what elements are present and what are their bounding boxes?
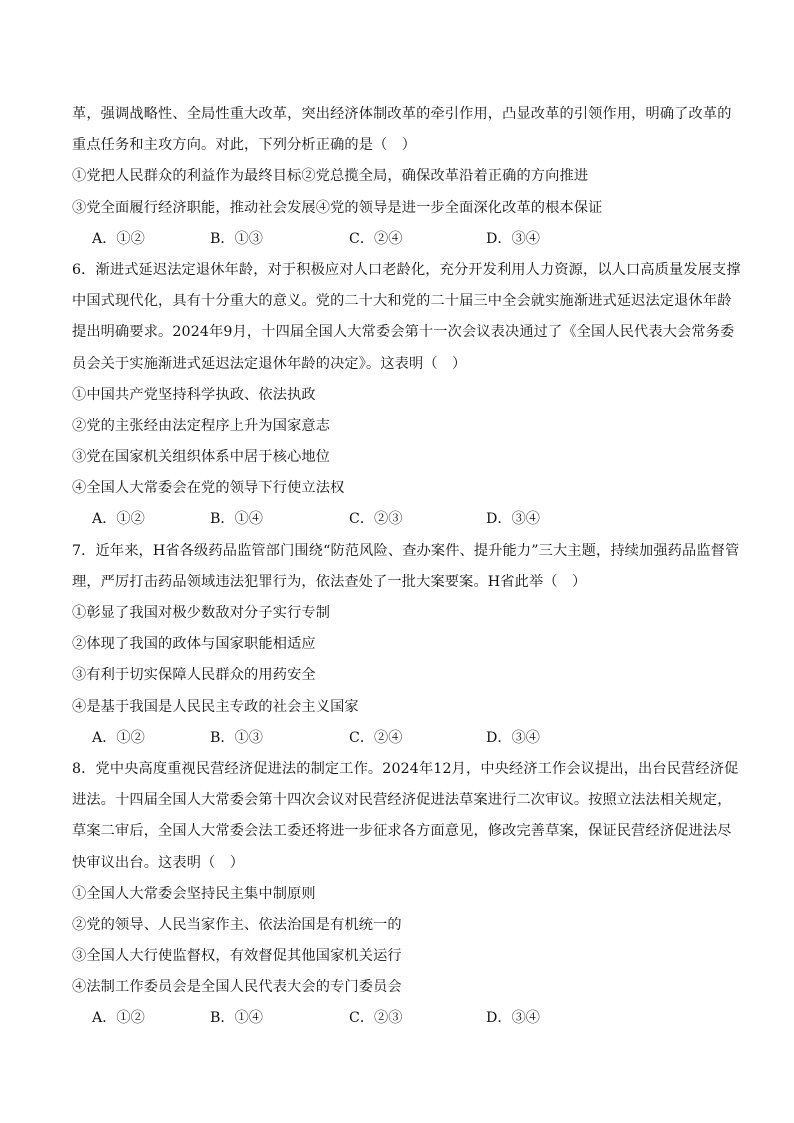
statement-line: ④是基于我国是人民民主专政的社会主义国家 [72, 698, 359, 715]
statement-line: ①党把人民群众的利益作为最终目标②党总揽全局，确保改革沿着正确的方向推进 [72, 168, 589, 185]
statement-line: ①全国人大常委会坚持民主集中制原则 [72, 885, 316, 902]
question-6 [72, 255, 741, 536]
question-text-line: 6．渐进式延迟法定退休年龄，对于积极应对人口老龄化，充分开发利用人力资源，以人口高质量发展支撑 [72, 261, 741, 278]
statement-line: ①彰显了我国对极少数敌对分子实行专制 [72, 605, 331, 621]
question-text-line: 7．近年来，H省各级药品监管部门围绕“防范风险、查办案件、提升能力”三大主题，持续加强药品监督管 [72, 542, 740, 559]
option-c: C．②④ [349, 230, 403, 247]
answer-options [72, 224, 724, 255]
statement-line: ①中国共产党坚持科学执政、依法执政 [72, 386, 316, 403]
statement-line: ④法制工作委员会是全国人民代表大会的专门委员会 [72, 979, 402, 996]
option-c: C．②③ [349, 1010, 403, 1027]
question-5-continued [72, 99, 732, 255]
statement-line: ④全国人大常委会在党的领导下行使立法权 [72, 480, 345, 497]
option-b: B．①④ [210, 1010, 263, 1027]
question-text-line: 提出明确要求。2024年9月，十四届全国人大常委会第十一次会议表决通过了《全国人民代表大会常务委 [72, 324, 735, 341]
statement-line: ③党在国家机关组织体系中居于核心地位 [72, 449, 331, 466]
question-text-line: 理，严厉打击药品领域违法犯罪行为，依法查处了一批大案要案。H省此举（ ） [72, 573, 587, 590]
question-text-line: 中国式现代化，具有十分重大的意义。党的二十大和党的二十届三中全会就实施渐进式延迟法定退休年龄 [72, 293, 732, 310]
statement-line: ③党全面履行经济职能，推动社会发展④党的领导是进一步全面深化改革的根本保证 [72, 199, 603, 216]
option-d: D．③④ [486, 729, 540, 746]
option-a: A．①② [92, 511, 145, 528]
question-text-line: 8．党中央高度重视民营经济促进法的制定工作。2024年12月，中央经济工作会议提出，出台民营经济促 [72, 760, 739, 777]
exam-page [72, 99, 741, 1035]
statement-line: ③全国人大行使监督权，有效督促其他国家机关运行 [72, 948, 402, 965]
question-text-line: 进法。十四届全国人大常委会第十四次会议对民营经济促进法草案进行二次审议。按照立法法相关规定， [72, 792, 732, 809]
option-d: D．③④ [486, 511, 540, 528]
statement-line: ②体现了我国的政体与国家职能相适应 [72, 636, 316, 653]
question-7 [72, 536, 740, 754]
option-c: C．②④ [349, 729, 403, 746]
option-d: D．③④ [486, 1010, 540, 1027]
statement-line: ②党的领导、人民当家作主、依法治国是有机统一的 [72, 916, 402, 933]
question-text-line: 草案二审后，全国人大常委会法工委还将进一步征求各方面意见，修改完善草案，保证民营经济促进法尽 [72, 823, 732, 840]
option-a: A．①② [92, 1010, 145, 1027]
question-text-line: 革，强调战略性、全局性重大改革，突出经济体制改革的牵引作用，凸显改革的引领作用，明确了改革的 [72, 106, 732, 122]
question-8 [72, 754, 739, 1035]
option-c: C．②③ [349, 511, 403, 528]
option-a: A．①② [92, 729, 145, 746]
option-b: B．①④ [210, 511, 263, 528]
answer-options [72, 504, 724, 535]
question-text-line: 员会关于实施渐进式延迟法定退休年龄的决定》。这表明（ ） [72, 355, 467, 372]
answer-options [72, 723, 724, 754]
option-b: B．①③ [210, 729, 263, 746]
question-text-line: 重点任务和主攻方向。对此，下列分析正确的是（ ） [72, 137, 417, 154]
option-a: A．①② [92, 230, 145, 247]
statement-line: ②党的主张经由法定程序上升为国家意志 [72, 417, 331, 434]
option-d: D．③④ [486, 230, 540, 247]
option-b: B．①③ [210, 230, 263, 247]
question-text-line: 快审议出台。这表明（ ） [72, 854, 245, 871]
answer-options [72, 1003, 724, 1034]
statement-line: ③有利于切实保障人民群众的用药安全 [72, 667, 316, 684]
